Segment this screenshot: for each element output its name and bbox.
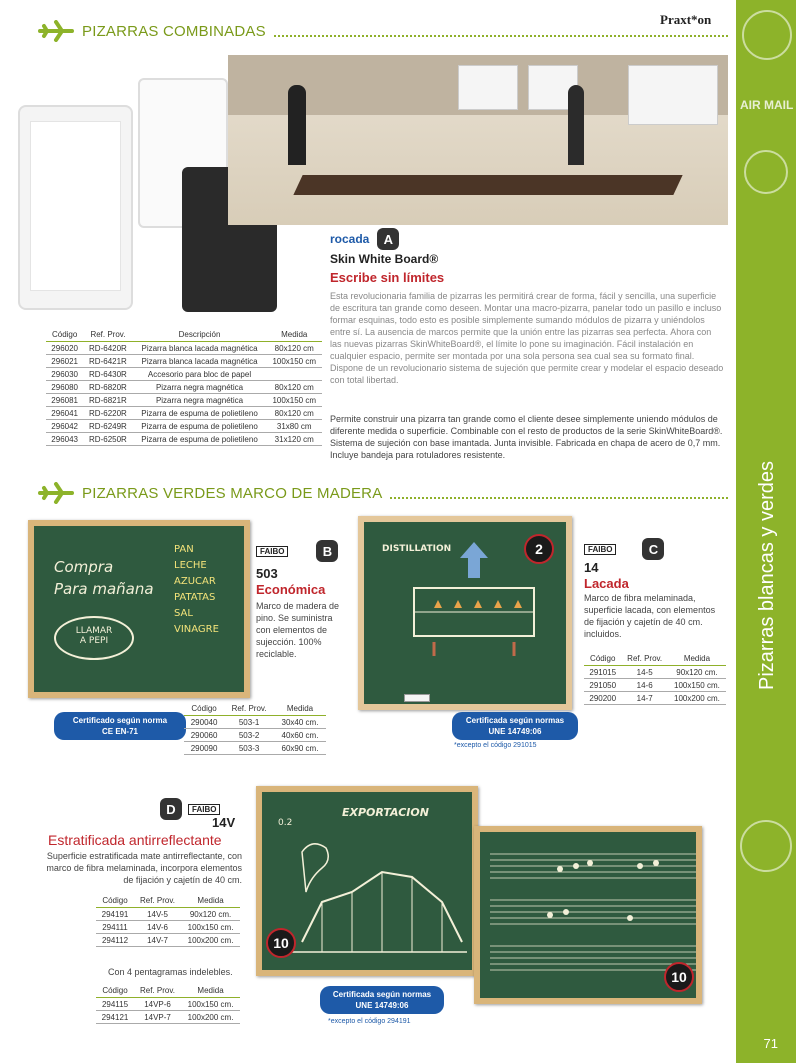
table-body	[96, 998, 240, 1024]
col-header: Medida	[668, 652, 726, 666]
table-cell: Pizarra de espuma de polietileno	[133, 420, 267, 433]
table-cell: 100x150 cm.	[668, 679, 726, 692]
table-cell: RD-6220R	[83, 407, 132, 420]
col-header: Medida	[266, 328, 322, 342]
table-cell: 80x120 cm	[266, 381, 322, 394]
table-cell: 296030	[46, 368, 83, 381]
postmark-stamp	[742, 10, 792, 60]
product-description: Superficie estratificada mate antirreflectante, con marco de fibra melaminada, incorpora elementos de fijación y cajetín de 40 cm.	[46, 851, 242, 885]
product-description: Marco de fibra melaminada, superficie lacada, con elementos de fijación y cajetín de 40 cm. incluidos.	[584, 593, 716, 639]
product-d-table	[96, 894, 240, 947]
board-chalk-title: EXPORTACION	[342, 806, 429, 819]
table-row	[584, 666, 726, 679]
cert-note: *excepto el código 294191	[328, 1018, 411, 1025]
table-cell: 14-6	[621, 679, 667, 692]
faibo-logo: FAIBO	[584, 544, 616, 555]
table-row	[96, 934, 240, 947]
table-cell: Pizarra negra magnética	[133, 394, 267, 407]
col-header: Código	[584, 652, 621, 666]
table-row	[584, 692, 726, 705]
warranty-years-badge: 10	[266, 928, 296, 958]
table-cell: 294112	[96, 934, 134, 947]
col-header: Ref. Prov.	[83, 328, 132, 342]
green-board-d	[256, 786, 478, 976]
table-cell: 100x200 cm.	[181, 1011, 240, 1024]
table-cell: 60x90 cm.	[274, 742, 326, 755]
table-row	[46, 342, 322, 355]
table-cell: 296020	[46, 342, 83, 355]
product-name: Económica	[256, 582, 326, 597]
balloon-stamp	[744, 150, 788, 194]
table-cell: 296081	[46, 394, 83, 407]
table-cell: 90x120 cm.	[668, 666, 726, 679]
table-cell: 296080	[46, 381, 83, 394]
flipchart-board-image	[18, 105, 133, 310]
green-board-c	[358, 516, 572, 710]
product-name: Lacada	[584, 576, 629, 591]
table-cell: 14V-5	[134, 908, 181, 921]
product-subtitle: Escribe sin límites	[330, 270, 445, 285]
table-cell: 14V-7	[134, 934, 181, 947]
section-title: PIZARRAS VERDES MARCO DE MADERA	[82, 484, 383, 502]
cert-norm: CE EN-71	[101, 727, 138, 736]
table-cell: 290060	[184, 729, 224, 742]
sidebar	[736, 0, 796, 1063]
col-header: Ref. Prov.	[224, 702, 274, 716]
product-b-table	[184, 702, 326, 755]
table-cell: Pizarra blanca lacada magnética	[133, 355, 267, 368]
faibo-logo: FAIBO	[256, 546, 288, 557]
table-cell: 296021	[46, 355, 83, 368]
line-chart-drawing	[282, 832, 472, 962]
table-row	[184, 742, 326, 755]
table-row	[184, 729, 326, 742]
dotted-divider	[390, 491, 728, 499]
board-chalk-list	[174, 542, 219, 638]
table-cell: 296041	[46, 407, 83, 420]
cert-badge-c	[452, 712, 578, 740]
meeting-room-photo	[228, 55, 728, 225]
table-body	[46, 342, 322, 446]
table-cell: RD-6420R	[83, 342, 132, 355]
cert-norm: UNE 14749:06	[488, 727, 542, 736]
staff-note: Con 4 pentagramas indelebles.	[108, 967, 233, 977]
table-cell: 80x120 cm	[266, 342, 322, 355]
table-cell: 30x40 cm.	[274, 716, 326, 729]
cert-title: Certificada según normas	[332, 990, 432, 999]
col-header: Ref. Prov.	[134, 984, 181, 998]
table-cell: 100x200 cm.	[181, 934, 240, 947]
col-header: Descripción	[133, 328, 267, 342]
green-board-b	[28, 520, 250, 698]
product-description: Marco de madera de pino. Se suministra con elementos de sujección. 100% reciclable.	[256, 601, 340, 659]
table-cell: RD-6430R	[83, 368, 132, 381]
cert-note: *excepto el código 291015	[454, 742, 537, 749]
rocada-brand-row	[330, 228, 399, 250]
col-header: Ref. Prov.	[134, 894, 181, 908]
cert-norm: UNE 14749:06	[355, 1001, 409, 1010]
col-header: Medida	[181, 984, 240, 998]
table-cell: 503-2	[224, 729, 274, 742]
table-row	[46, 407, 322, 420]
table-row	[96, 998, 240, 1011]
dotted-divider	[274, 29, 728, 37]
table-cell: 100x200 cm.	[668, 692, 726, 705]
table-body	[96, 908, 240, 947]
section-title: PIZARRAS COMBINADAS	[82, 22, 266, 40]
table-cell: 291050	[584, 679, 621, 692]
table-cell: 290200	[584, 692, 621, 705]
table-cell: 80x120 cm	[266, 407, 322, 420]
table-row	[46, 355, 322, 368]
table-cell: 31x80 cm	[266, 420, 322, 433]
table-cell: 294111	[96, 921, 134, 934]
table-cell	[266, 368, 322, 381]
col-header: Código	[96, 984, 134, 998]
product-b-logo-row	[256, 540, 338, 562]
table-cell: Accesorio para bloc de papel	[133, 368, 267, 381]
table-cell: RD-6249R	[83, 420, 132, 433]
product-c-logo-row	[584, 538, 664, 560]
table-cell: 291015	[584, 666, 621, 679]
product-badge-b: B	[316, 540, 338, 562]
product-badge-a: A	[377, 228, 399, 250]
table-body	[184, 716, 326, 755]
cert-title: Certificada según normas	[465, 716, 565, 725]
table-cell: 296042	[46, 420, 83, 433]
table-cell: 14-5	[621, 666, 667, 679]
product-description: Esta revolucionaria familia de pizarras les permitirá crear de forma, fácil y sencilla, una superficie de escritura tan grande como deseen. Montar una macro-pizarra, panelar todo un pasillo e incluso formar esquinas, todo esto es posible simplemente sumando módulos de pizarra y uniéndolos entre sí. La ausencia de marcos permite que la unión entre las pizarras sea perfecta. Ahora con las nuevas pizarras SkinWhiteBoard®, el límite lo pone su imaginación. Fácil instalación en cualquier espacio, permite ser montada por una sola persona sea cual sea su formato final. Dispone de un revolucionario sistema de sujeción que permite crear y modelar el espacio deseado con total libertad.	[330, 291, 724, 385]
table-cell: 90x120 cm.	[181, 908, 240, 921]
table-row	[46, 394, 322, 407]
table-cell: 503-3	[224, 742, 274, 755]
product-code: 14V	[212, 815, 236, 830]
table-cell: 294121	[96, 1011, 134, 1024]
table-row	[46, 433, 322, 446]
table-row	[46, 420, 322, 433]
table-cell: RD-6250R	[83, 433, 132, 446]
table-cell: Pizarra de espuma de polietileno	[133, 407, 267, 420]
table-body	[584, 666, 726, 705]
table-row	[184, 716, 326, 729]
airplane-icon	[38, 482, 74, 504]
music-staff-board	[474, 826, 702, 1004]
table-cell: Pizarra de espuma de polietileno	[133, 433, 267, 446]
list-item: SAL	[174, 608, 193, 619]
table-cell: 31x120 cm	[266, 433, 322, 446]
table-cell: Pizarra blanca lacada magnética	[133, 342, 267, 355]
table-row	[46, 368, 322, 381]
board-chalk-text: Compra Para mañana	[54, 558, 154, 598]
table-cell: 14-7	[621, 692, 667, 705]
col-header: Código	[46, 328, 83, 342]
table-cell: 40x60 cm.	[274, 729, 326, 742]
airplane-icon	[38, 20, 74, 42]
list-item: AZUCAR	[174, 576, 216, 587]
section-header-verdes	[38, 482, 728, 504]
table-cell: 294191	[96, 908, 134, 921]
list-item: LECHE	[174, 560, 207, 571]
table-cell: 296043	[46, 433, 83, 446]
product-badge-c: C	[642, 538, 664, 560]
board-chalk-label: 0.2	[278, 818, 293, 828]
table-cell: RD-6820R	[83, 381, 132, 394]
distillation-diagram	[404, 538, 544, 668]
table-cell: 100x150 cm	[266, 394, 322, 407]
table-cell: Pizarra negra magnética	[133, 381, 267, 394]
circle-stamp	[740, 820, 792, 872]
table-cell: 14V-6	[134, 921, 181, 934]
warranty-years-badge: 2	[524, 534, 554, 564]
table-row	[46, 381, 322, 394]
list-item: PATATAS	[174, 592, 216, 603]
cert-title: Certificado según norma	[72, 716, 168, 725]
product-name: Estratificada antirreflectante	[48, 832, 222, 848]
combinadas-table	[46, 328, 322, 446]
table-cell: 100x150 cm	[266, 355, 322, 368]
board-chalk-circle: LLAMAR A PEPI	[54, 616, 134, 660]
table-cell: 100x150 cm.	[181, 921, 240, 934]
table-cell: 503-1	[224, 716, 274, 729]
col-header: Medida	[274, 702, 326, 716]
table-cell: 294115	[96, 998, 134, 1011]
section-header-combinadas	[38, 20, 728, 42]
marker-tray	[404, 694, 430, 702]
product-code: 14	[584, 560, 599, 575]
col-header: Código	[96, 894, 134, 908]
page-number: 71	[763, 1036, 778, 1051]
table-row	[96, 908, 240, 921]
col-header: Medida	[181, 894, 240, 908]
table-cell: RD-6821R	[83, 394, 132, 407]
warranty-years-badge-2: 10	[664, 962, 694, 992]
table-cell: 100x150 cm.	[181, 998, 240, 1011]
col-header: Código	[184, 702, 224, 716]
col-header: Ref. Prov.	[621, 652, 667, 666]
list-item: PAN	[174, 544, 194, 555]
list-item: VINAGRE	[174, 624, 219, 635]
table-cell: 290040	[184, 716, 224, 729]
faibo-logo: FAIBO	[188, 804, 220, 815]
section-vertical-title: Pizarras blancas y verdes	[756, 461, 778, 690]
table-cell: 290090	[184, 742, 224, 755]
product-c-table	[584, 652, 726, 705]
rocada-logo: rocada	[330, 232, 370, 246]
table-row	[96, 921, 240, 934]
table-cell: 14VP-7	[134, 1011, 181, 1024]
cert-badge-b	[54, 712, 186, 740]
table-cell: 14VP-6	[134, 998, 181, 1011]
air-mail-stamp: AIR MAIL	[740, 98, 794, 112]
product-badge-d: D	[160, 798, 182, 820]
brand-logo: Praxt*on	[660, 12, 712, 27]
table-row	[584, 679, 726, 692]
cert-badge-d	[320, 986, 444, 1014]
table-row	[96, 1011, 240, 1024]
product-code: 503	[256, 566, 278, 581]
product-description-2: Permite construir una pizarra tan grande como el cliente desee simplemente uniendo módulos de diferente medida o superficie. Combinable con el resto de productos de la serie SkinWhiteBoard®. Sistema de sujeción con base imantada. Junta invisible. Fabricada en chapa de acero de 0,7 mm. Incluye bandeja para rotuladores resistente.	[330, 414, 723, 460]
product-title: Skin White Board®	[330, 252, 439, 266]
product-d-table-2	[96, 984, 240, 1024]
table-cell: RD-6421R	[83, 355, 132, 368]
board-chalk-title: DISTILLATION	[382, 544, 452, 554]
